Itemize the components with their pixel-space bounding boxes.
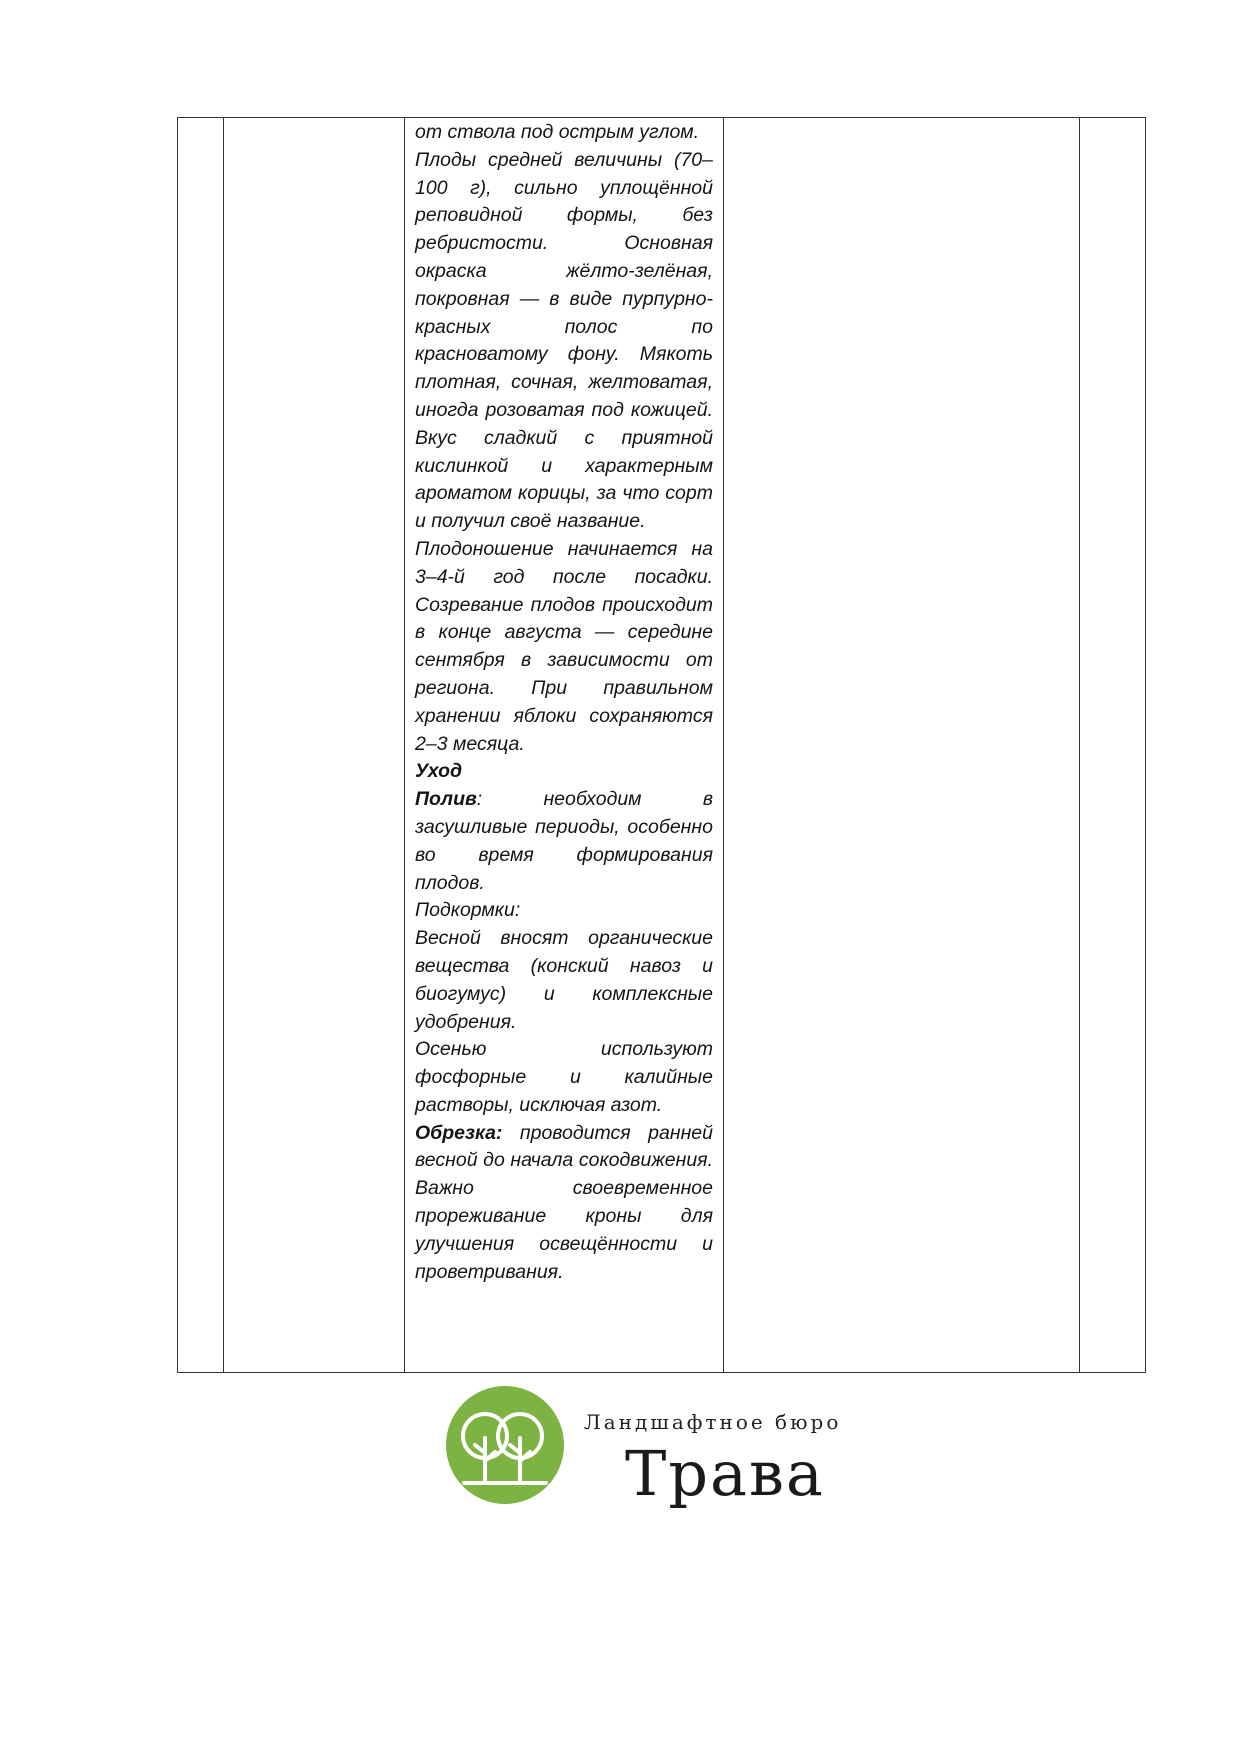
watering-label: Полив — [415, 788, 477, 811]
table-border-right — [1145, 117, 1146, 1373]
feeding-autumn: Осенью используют фосфорные и калийные растворы, исключая азот. — [415, 1038, 713, 1116]
feeding-label: Подкормки: — [415, 899, 521, 922]
feeding-spring: Весной вносят органические вещества (конский навоз и биогумус) и комплексные удобрения. — [415, 927, 713, 1033]
brand-name: Трава — [625, 1437, 825, 1510]
brand-subtitle: Ландшафтное бюро — [584, 1410, 842, 1434]
watering-paragraph — [415, 786, 713, 897]
pruning-paragraph — [415, 1120, 713, 1287]
table-border-top — [177, 117, 1146, 118]
table-border-bottom — [177, 1372, 1146, 1373]
table-column-divider-1 — [223, 117, 224, 1373]
two-trees-icon — [446, 1386, 564, 1504]
description-paragraph-3: Плодоношение начинается на 3–4-й год после посадки. Созревание плодов происходит в конце августа — середине сентября в зависимости от региона. При правильном хранении яблоки сохраняются 2–3 месяца. — [415, 537, 713, 755]
table-column-divider-4 — [1079, 117, 1080, 1373]
table-border-left — [177, 117, 178, 1373]
care-heading: Уход — [415, 760, 463, 783]
pruning-label: Обрезка: — [415, 1121, 503, 1144]
description-paragraph-1: от ствола под острым углом. — [415, 121, 700, 143]
table-column-divider-2 — [404, 117, 405, 1373]
description-paragraph-2: Плоды средней величины (70–100 г), сильно уплощённой реповидной формы, без ребристости. Основная окраска жёлто-зелёная, покровная — в виде пурпурно-красных полос по красноватому фону. Мякоть плотная, сочная, желтоватая, иногда розоватая под кожицей. Вкус сладкий с приятной кислинкой и характерным ароматом корицы, за что сорт и получил своё название. — [415, 148, 713, 533]
pruning-text: проводится ранней весной до начала сокодвижения. Важно своевременное прореживание кроны для улучшения освещённости и проветривания. — [415, 1121, 713, 1283]
table-column-divider-3 — [723, 117, 724, 1373]
watering-text: : необходим в засушливые периоды, особенно во время формирования плодов. — [415, 788, 713, 894]
variety-description-cell — [415, 119, 713, 1286]
